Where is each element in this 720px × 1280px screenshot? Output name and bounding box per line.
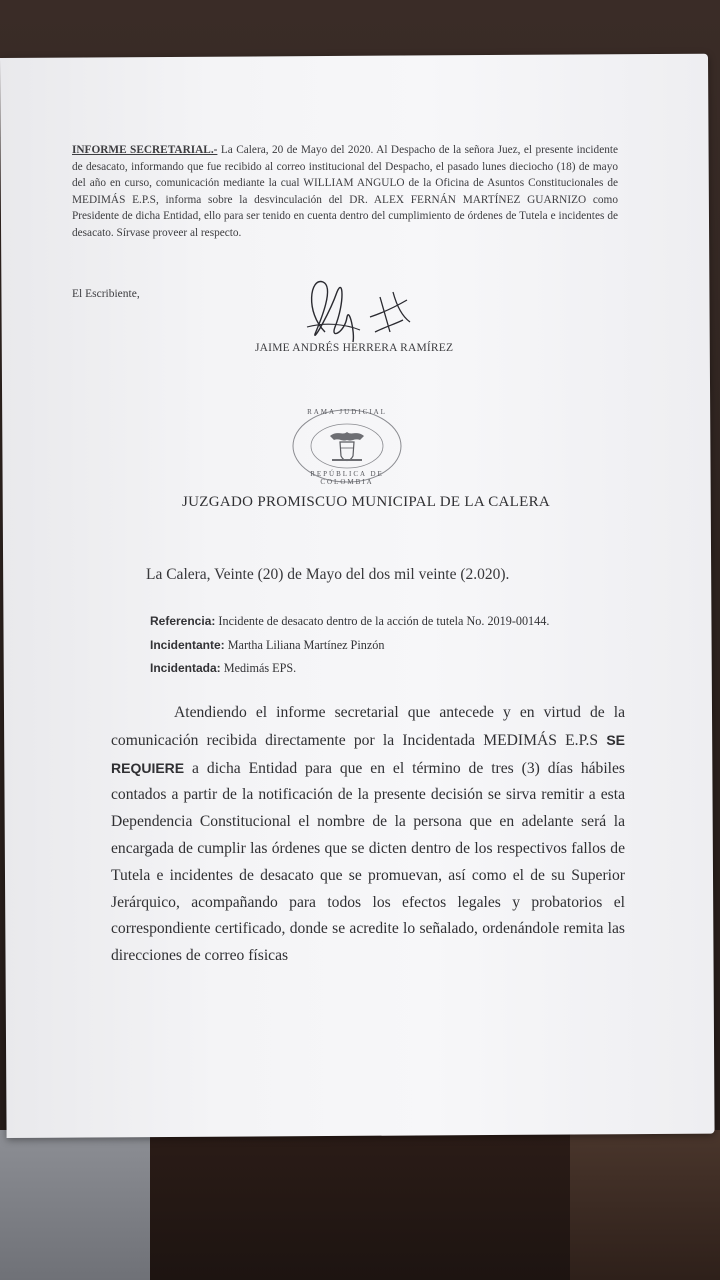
reference-label: Referencia: — [150, 614, 216, 628]
plaintiff-line — [150, 638, 384, 653]
defendant-line — [150, 661, 296, 676]
plaintiff-value: Martha Liliana Martínez Pinzón — [224, 638, 385, 652]
reference-line — [150, 614, 549, 629]
date-line: La Calera, Veinte (20) de Mayo del dos mil veinte (2.020). — [146, 566, 510, 583]
reference-value: Incidente de desacato dentro de la acción de tutela No. 2019-00144. — [215, 614, 550, 628]
report-text: La Calera, 20 de Mayo del 2020. Al Despacho de la señora Juez, el presente incidente de desacato, informando que fue recibido al correo institucional del Despacho, el pasado lunes dieciocho (18) de mayo del año en curso, comunicación mediante la cual WILLIAM ANGULO de la Oficina de Asuntos Constitucionales de MEDIMÁS E.P.S, informa sobre la desvinculación del DR. ALEX FERNÁN MARTÍNEZ GUARNIZO como Presidente de dicha Entidad, ello para ser tenido en cuenta dentro del cumplimiento de órdenes de Tutela e incidentes de desacato. Sírvase proveer al respecto. — [72, 144, 619, 239]
background-table — [140, 1130, 580, 1280]
defendant-label: Incidentada: — [150, 661, 221, 675]
order-requirement: SE REQUIERE — [111, 731, 625, 776]
background-floor — [0, 1130, 150, 1280]
background-furniture — [570, 1130, 720, 1280]
plaintiff-label: Incidentante: — [150, 638, 225, 652]
handwritten-signature — [285, 272, 425, 352]
court-heading: JUZGADO PROMISCUO MUNICIPAL DE LA CALERA — [182, 494, 551, 510]
report-label: INFORME SECRETARIAL.- — [72, 144, 218, 156]
order-text-part1: Atendiendo el informe secretarial que antecede y en virtud de la comunicación recibida directamente por la Incidentada MEDIMÁS E.P.S — [111, 704, 625, 749]
seal-top-text: RAMA JUDICIAL — [307, 408, 387, 416]
judicial-seal — [290, 406, 404, 486]
seal-bottom-text: REPÚBLICA DE COLOMBIA — [310, 470, 384, 486]
order-paragraph — [111, 700, 625, 970]
order-text-part2: a dicha Entidad para que en el término de tres (3) días hábiles contados a partir de la notificación de la presente decisión se sirva remitir a esta Dependencia Constitucional el nombre de la persona que en adelante será la encargada de cumplir las órdenes que se dicten dentro de los respectivos fallos de Tutela e incidentes de desacato que se promuevan, así como el de su Superior Jerárquico, acompañando para todos los efectos legales y probatorios el correspondiente certificado, donde se acredite lo señalado, ordenándole remita las direcciones de correo físicas — [111, 759, 625, 965]
signer-name: JAIME ANDRÉS HERRERA RAMÍREZ — [255, 342, 454, 354]
clerk-label: El Escribiente, — [72, 288, 140, 300]
secretarial-report — [72, 142, 618, 242]
defendant-value: Medimás EPS. — [220, 661, 297, 675]
